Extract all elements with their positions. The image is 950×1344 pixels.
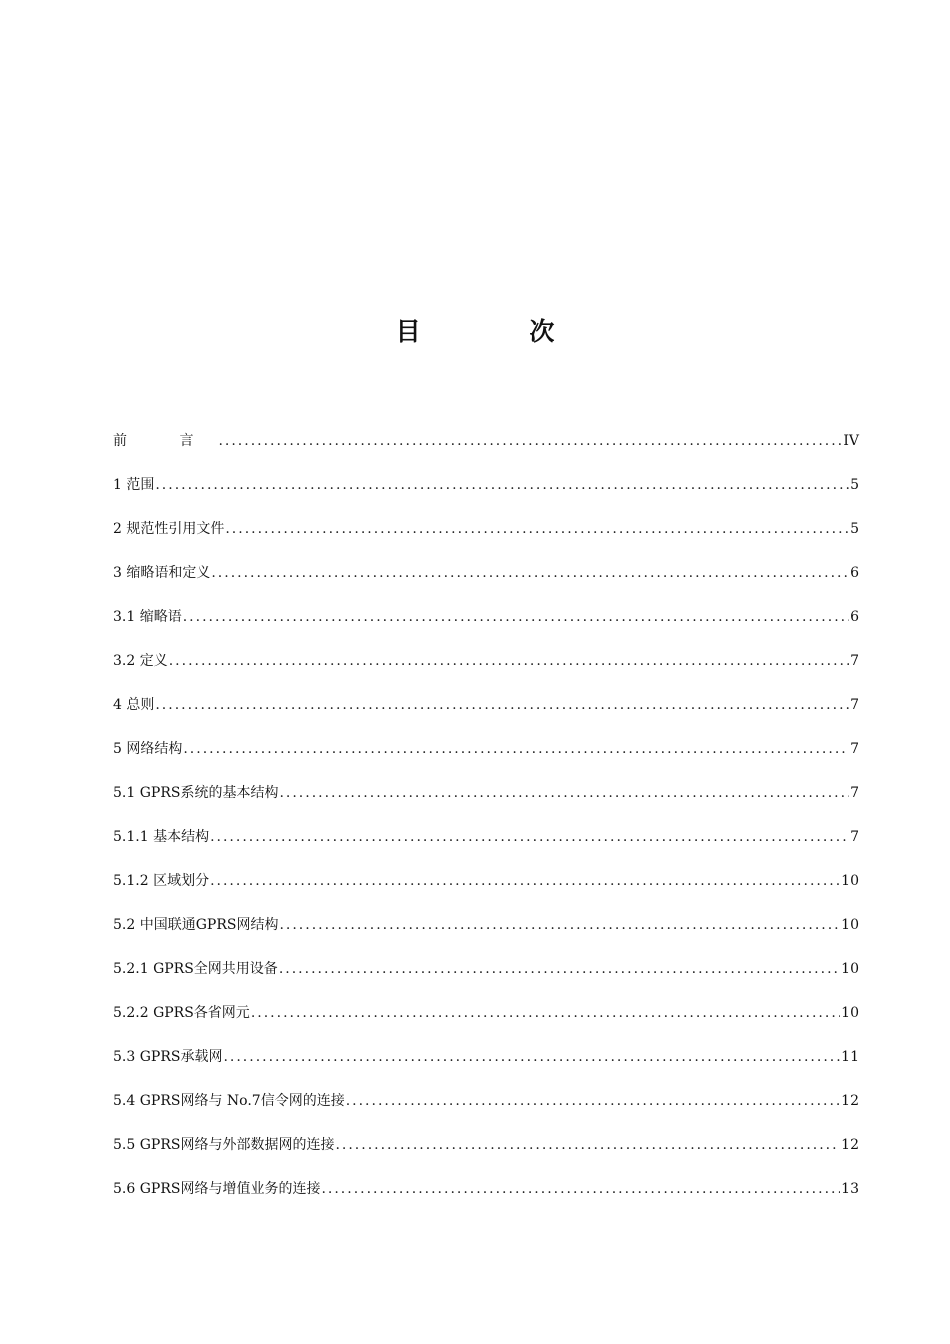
toc-entry-page: 6	[850, 565, 859, 581]
toc-entry-label: 3 缩略语和定义	[113, 565, 211, 581]
toc-dot-leader	[223, 1046, 840, 1068]
toc-entry-label: 5.1.1 基本结构	[113, 829, 210, 845]
toc-dot-leader	[183, 606, 849, 628]
toc-entry[interactable]	[113, 1178, 859, 1222]
toc-dot-leader	[218, 430, 842, 452]
toc-entry[interactable]	[113, 430, 859, 474]
toc-entry-label: 5.2 中国联通GPRS网结构	[113, 917, 279, 933]
toc-dot-leader	[210, 826, 849, 848]
toc-dot-leader	[155, 474, 849, 496]
toc-entry-page: 13	[841, 1181, 859, 1197]
toc-entry-page: 10	[841, 917, 859, 933]
toc-entry-page: 7	[850, 785, 859, 801]
toc-entry-page: 10	[841, 961, 859, 977]
toc-entry[interactable]	[113, 650, 859, 694]
toc-entry[interactable]	[113, 914, 859, 958]
toc-entry[interactable]	[113, 606, 859, 650]
toc-entry-label: 5 网络结构	[113, 741, 183, 757]
toc-entry[interactable]	[113, 782, 859, 826]
toc-entry-page: 10	[841, 1005, 859, 1021]
toc-entry-page: 5	[850, 521, 859, 537]
toc-entry-label: 5.4 GPRS网络与 No.7信令网的连接	[113, 1093, 345, 1109]
toc-dot-leader	[155, 694, 849, 716]
toc-dot-leader	[279, 782, 849, 804]
toc-entry-label: 4 总则	[113, 697, 155, 713]
toc-entry[interactable]	[113, 958, 859, 1002]
toc-dot-leader	[279, 914, 840, 936]
toc-entry-label: 5.1 GPRS系统的基本结构	[113, 785, 279, 801]
toc-dot-leader	[346, 1090, 840, 1112]
toc-dot-leader	[211, 562, 849, 584]
toc-entry-label: 5.3 GPRS承载网	[113, 1049, 223, 1065]
toc-entry[interactable]	[113, 1134, 859, 1178]
toc-dot-leader	[335, 1134, 840, 1156]
toc-entry-page: 7	[850, 697, 859, 713]
toc-entry[interactable]	[113, 694, 859, 738]
toc-entry-label: 5.6 GPRS网络与增值业务的连接	[113, 1181, 321, 1197]
toc-entry-page: 7	[850, 653, 859, 669]
toc-entry[interactable]	[113, 1090, 859, 1134]
toc-title: 目 次	[395, 317, 605, 346]
toc-dot-leader	[279, 958, 840, 980]
toc-entry[interactable]	[113, 826, 859, 870]
toc-entry-page: 6	[850, 609, 859, 625]
toc-entry[interactable]	[113, 1002, 859, 1046]
toc-entry-label: 2 规范性引用文件	[113, 521, 225, 537]
toc-entry-page: 12	[841, 1093, 859, 1109]
toc-dot-leader	[321, 1178, 840, 1200]
toc-dot-leader	[183, 738, 849, 760]
toc-entry[interactable]	[113, 1046, 859, 1090]
toc-entry[interactable]	[113, 870, 859, 914]
toc-dot-leader	[225, 518, 849, 540]
toc-entry[interactable]	[113, 562, 859, 606]
toc-entry-page: 7	[850, 741, 859, 757]
toc-entry-label: 3.1 缩略语	[113, 609, 182, 625]
toc-entry-page: 10	[841, 873, 859, 889]
toc-entry[interactable]	[113, 738, 859, 782]
toc-entry-label: 5.2.1 GPRS全网共用设备	[113, 961, 278, 977]
toc-entry-label: 5.1.2 区域划分	[113, 873, 210, 889]
toc-entry-page: 7	[850, 829, 859, 845]
table-of-contents	[113, 430, 859, 1222]
toc-entry-page: 12	[841, 1137, 859, 1153]
toc-entry[interactable]	[113, 518, 859, 562]
toc-entry[interactable]	[113, 474, 859, 518]
toc-entry-page: IV	[843, 433, 859, 449]
toc-entry-label: 前 言	[113, 433, 218, 449]
toc-entry-page: 11	[841, 1049, 859, 1065]
toc-entry-label: 5.5 GPRS网络与外部数据网的连接	[113, 1137, 335, 1153]
toc-entry-page: 5	[850, 477, 859, 493]
toc-dot-leader	[210, 870, 840, 892]
toc-dot-leader	[251, 1002, 840, 1024]
toc-entry-label: 3.2 定义	[113, 653, 168, 669]
toc-entry-label: 1 范围	[113, 477, 155, 493]
toc-entry-label: 5.2.2 GPRS各省网元	[113, 1005, 250, 1021]
toc-dot-leader	[169, 650, 849, 672]
